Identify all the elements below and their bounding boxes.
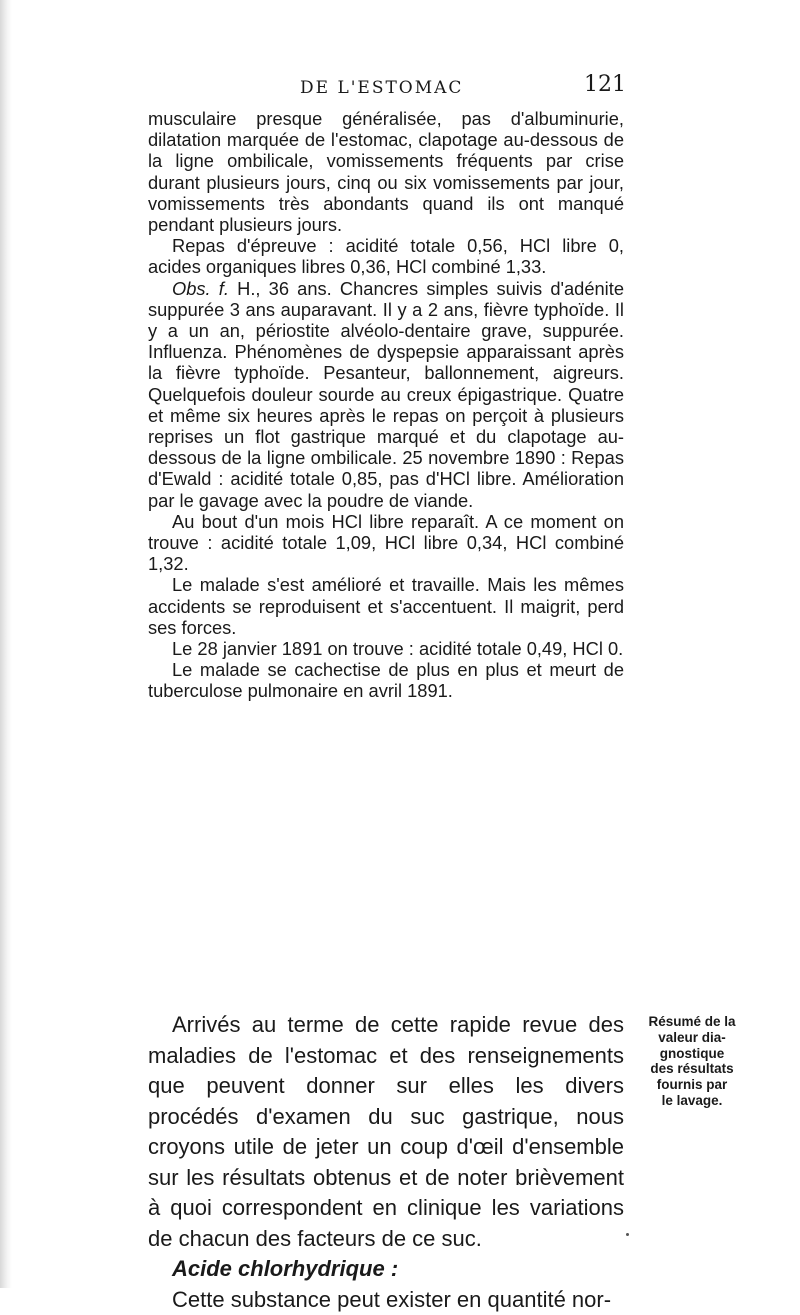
- case-paragraph-test-meal: Repas d'épreuve : acidité totale 0,56, HCl libre 0, acides organiques libres 0,36, HCl combiné 1,33.: [148, 235, 624, 277]
- case-paragraph-january: Le 28 janvier 1891 on trouve : acidité totale 0,49, HCl 0.: [148, 638, 624, 659]
- page-header: [0, 64, 800, 104]
- section-heading-hydrochloric-acid: Acide chlorhydrique :: [148, 1254, 624, 1285]
- page-number: 121: [584, 72, 626, 97]
- case-paragraph-continuation: musculaire presque généralisée, pas d'albuminurie, dilatation marquée de l'estomac, clapotage au-dessous de la ligne ombilicale, vomissements fréquents par crise durant plusieurs jours, cinq ou six vomissements par jour, vomissements très abondants quand ils ont manqué pendant plusieurs jours.: [148, 108, 624, 235]
- ink-speck: [626, 1233, 629, 1236]
- hydrochloric-acid-paragraph: Cette substance peut exister en quantité nor-: [148, 1285, 624, 1315]
- summary-paragraph: Arrivés au terme de cette rapide revue des maladies de l'estomac et des renseignements que peuvent donner sur elles les divers procédés d'examen du suc gastrique, nous croyons utile de jeter un coup d'œil d'ensemble sur les résultats obtenus et de noter brièvement à quoi correspondent en clinique les variations de chacun des facteurs de ce suc.: [148, 1010, 624, 1254]
- observation-text: H., 36 ans. Chancres simples suivis d'adénite suppurée 3 ans auparavant. Il y a 2 ans, fièvre typhoïde. Il y a un an, périostite alvéolo-dentaire grave, suppurée. Influenza. Phénomènes de dyspepsie apparaissant après la fièvre typhoïde. Pesanteur, ballonnement, aigreurs. Quelquefois douleur sourde au creux épigastrique. Quatre et même six heures après le repas on perçoit à plusieurs reprises un flot gastrique marqué et du clapotage au-dessous de la ligne ombilicale. 25 novembre 1890 : Repas d'Ewald : acidité totale 0,85, pas d'HCl libre. Amélioration par le gavage avec la poudre de viande.: [148, 278, 624, 511]
- margin-note-line: valeur dia-: [638, 1030, 746, 1046]
- case-notes-block: [148, 108, 624, 702]
- summary-section: [148, 1010, 624, 1315]
- running-title: DE L'ESTOMAC: [300, 78, 463, 98]
- case-paragraph-observation: [148, 278, 624, 511]
- margin-note: [638, 1014, 746, 1109]
- margin-note-line: fournis par: [638, 1077, 746, 1093]
- case-paragraph-one-month: Au bout d'un mois HCl libre reparaît. A ce moment on trouve : acidité totale 1,09, HCl libre 0,34, HCl combiné 1,32.: [148, 511, 624, 575]
- observation-label: Obs. f.: [172, 278, 229, 299]
- page-edge-shadow: [0, 0, 12, 1288]
- margin-note-line: le lavage.: [638, 1093, 746, 1109]
- case-paragraph-relapse: Le malade s'est amélioré et travaille. Mais les mêmes accidents se reproduisent et s'accentuent. Il maigrit, perd ses forces.: [148, 574, 624, 638]
- margin-note-line: gnostique: [638, 1046, 746, 1062]
- margin-note-line: Résumé de la: [638, 1014, 746, 1030]
- margin-note-line: des résultats: [638, 1061, 746, 1077]
- case-paragraph-outcome: Le malade se cachectise de plus en plus et meurt de tuberculose pulmonaire en avril 1891.: [148, 659, 624, 701]
